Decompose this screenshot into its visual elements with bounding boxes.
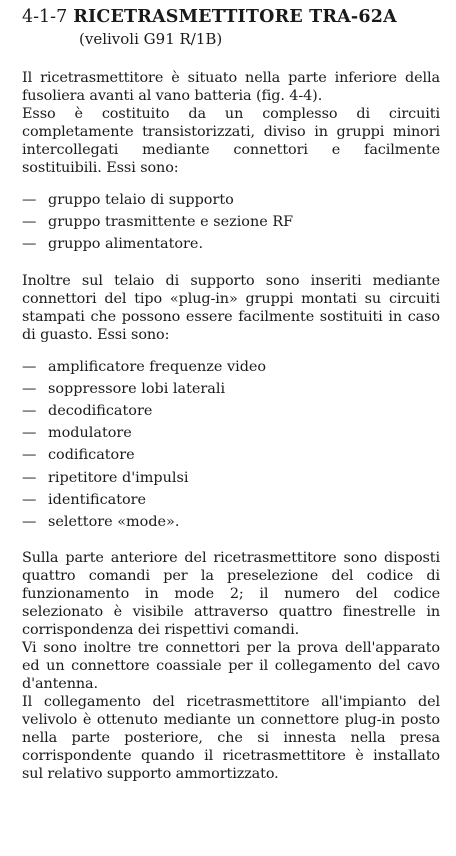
list-item: — codificatore [22, 444, 440, 466]
paragraph-controls: Sulla parte anteriore del ricetrasmettitore sono disposti quattro comandi per la preselezione del codice di funzionamento in mode 2; il numero del codice selezionato è visibile attraverso quattro finestrelle in corrispondenza dei rispettivi comandi. [22, 550, 440, 639]
dash-glyph: — [22, 236, 37, 253]
list-item: — selettore «mode». [22, 511, 440, 533]
list-item: — gruppo alimentatore. [22, 233, 440, 255]
paragraph-location: Il ricetrasmettitore è situato nella parte inferiore della fusoliera avanti al vano batteria (fig. 4-4). [22, 70, 440, 104]
dash-glyph: — [22, 403, 37, 420]
dash-glyph: — [22, 514, 37, 531]
section-subtitle: (velivoli G91 R/1B) [79, 30, 223, 48]
list-item: — decodificatore [22, 400, 440, 422]
dash-glyph: — [22, 380, 37, 397]
list-item: — modulatore [22, 422, 440, 444]
document-page [22, 6, 440, 783]
section-heading [22, 6, 440, 28]
dash-glyph: — [22, 491, 37, 508]
list-item: — ripetitore d'impulsi [22, 467, 440, 489]
list-item: — amplificatore frequenze video [22, 356, 440, 378]
list-item: — identificatore [22, 489, 440, 511]
dash-glyph: — [22, 425, 37, 442]
section-number: 4-1-7 [22, 7, 68, 27]
paragraph-plugin: Inoltre sul telaio di supporto sono inseriti mediante connettori del tipo «plug-in» gruppi montati su circuiti stampati che possono essere facilmente sostituiti in caso di guasto. Essi sono: [22, 272, 440, 343]
list-item: — gruppo trasmittente e sezione RF [22, 211, 440, 233]
paragraph-connectors: Vi sono inoltre tre connettori per la prova dell'apparato ed un connettore coassiale per il collegamento del cavo d'antenna. [22, 640, 440, 693]
groups-list [22, 189, 440, 256]
list-item: — gruppo telaio di supporto [22, 189, 440, 211]
paragraph-composition: Esso è costituito da un complesso di circuiti completamente transistorizzati, diviso in gruppi minori intercollegati mediante connettori e facilmente sostituibili. Essi sono: [22, 106, 440, 176]
dash-glyph: — [22, 447, 37, 464]
list-item: — soppressore lobi laterali [22, 378, 440, 400]
dash-glyph: — [22, 358, 37, 375]
dash-glyph: — [22, 192, 37, 208]
dash-glyph: — [22, 469, 37, 486]
paragraph-installation: Il collegamento del ricetrasmettitore all'impianto del velivolo è ottenuto mediante un connettore plug-in posto nella parte posteriore, che si innesta nella presa corrispondente quando il ricetrasmettitore è installato sul relativo supporto ammortizzato. [22, 694, 440, 783]
plugin-list [22, 356, 440, 534]
section-title: RICETRASMETTITORE TRA-62A [73, 7, 397, 27]
dash-glyph: — [22, 214, 37, 231]
